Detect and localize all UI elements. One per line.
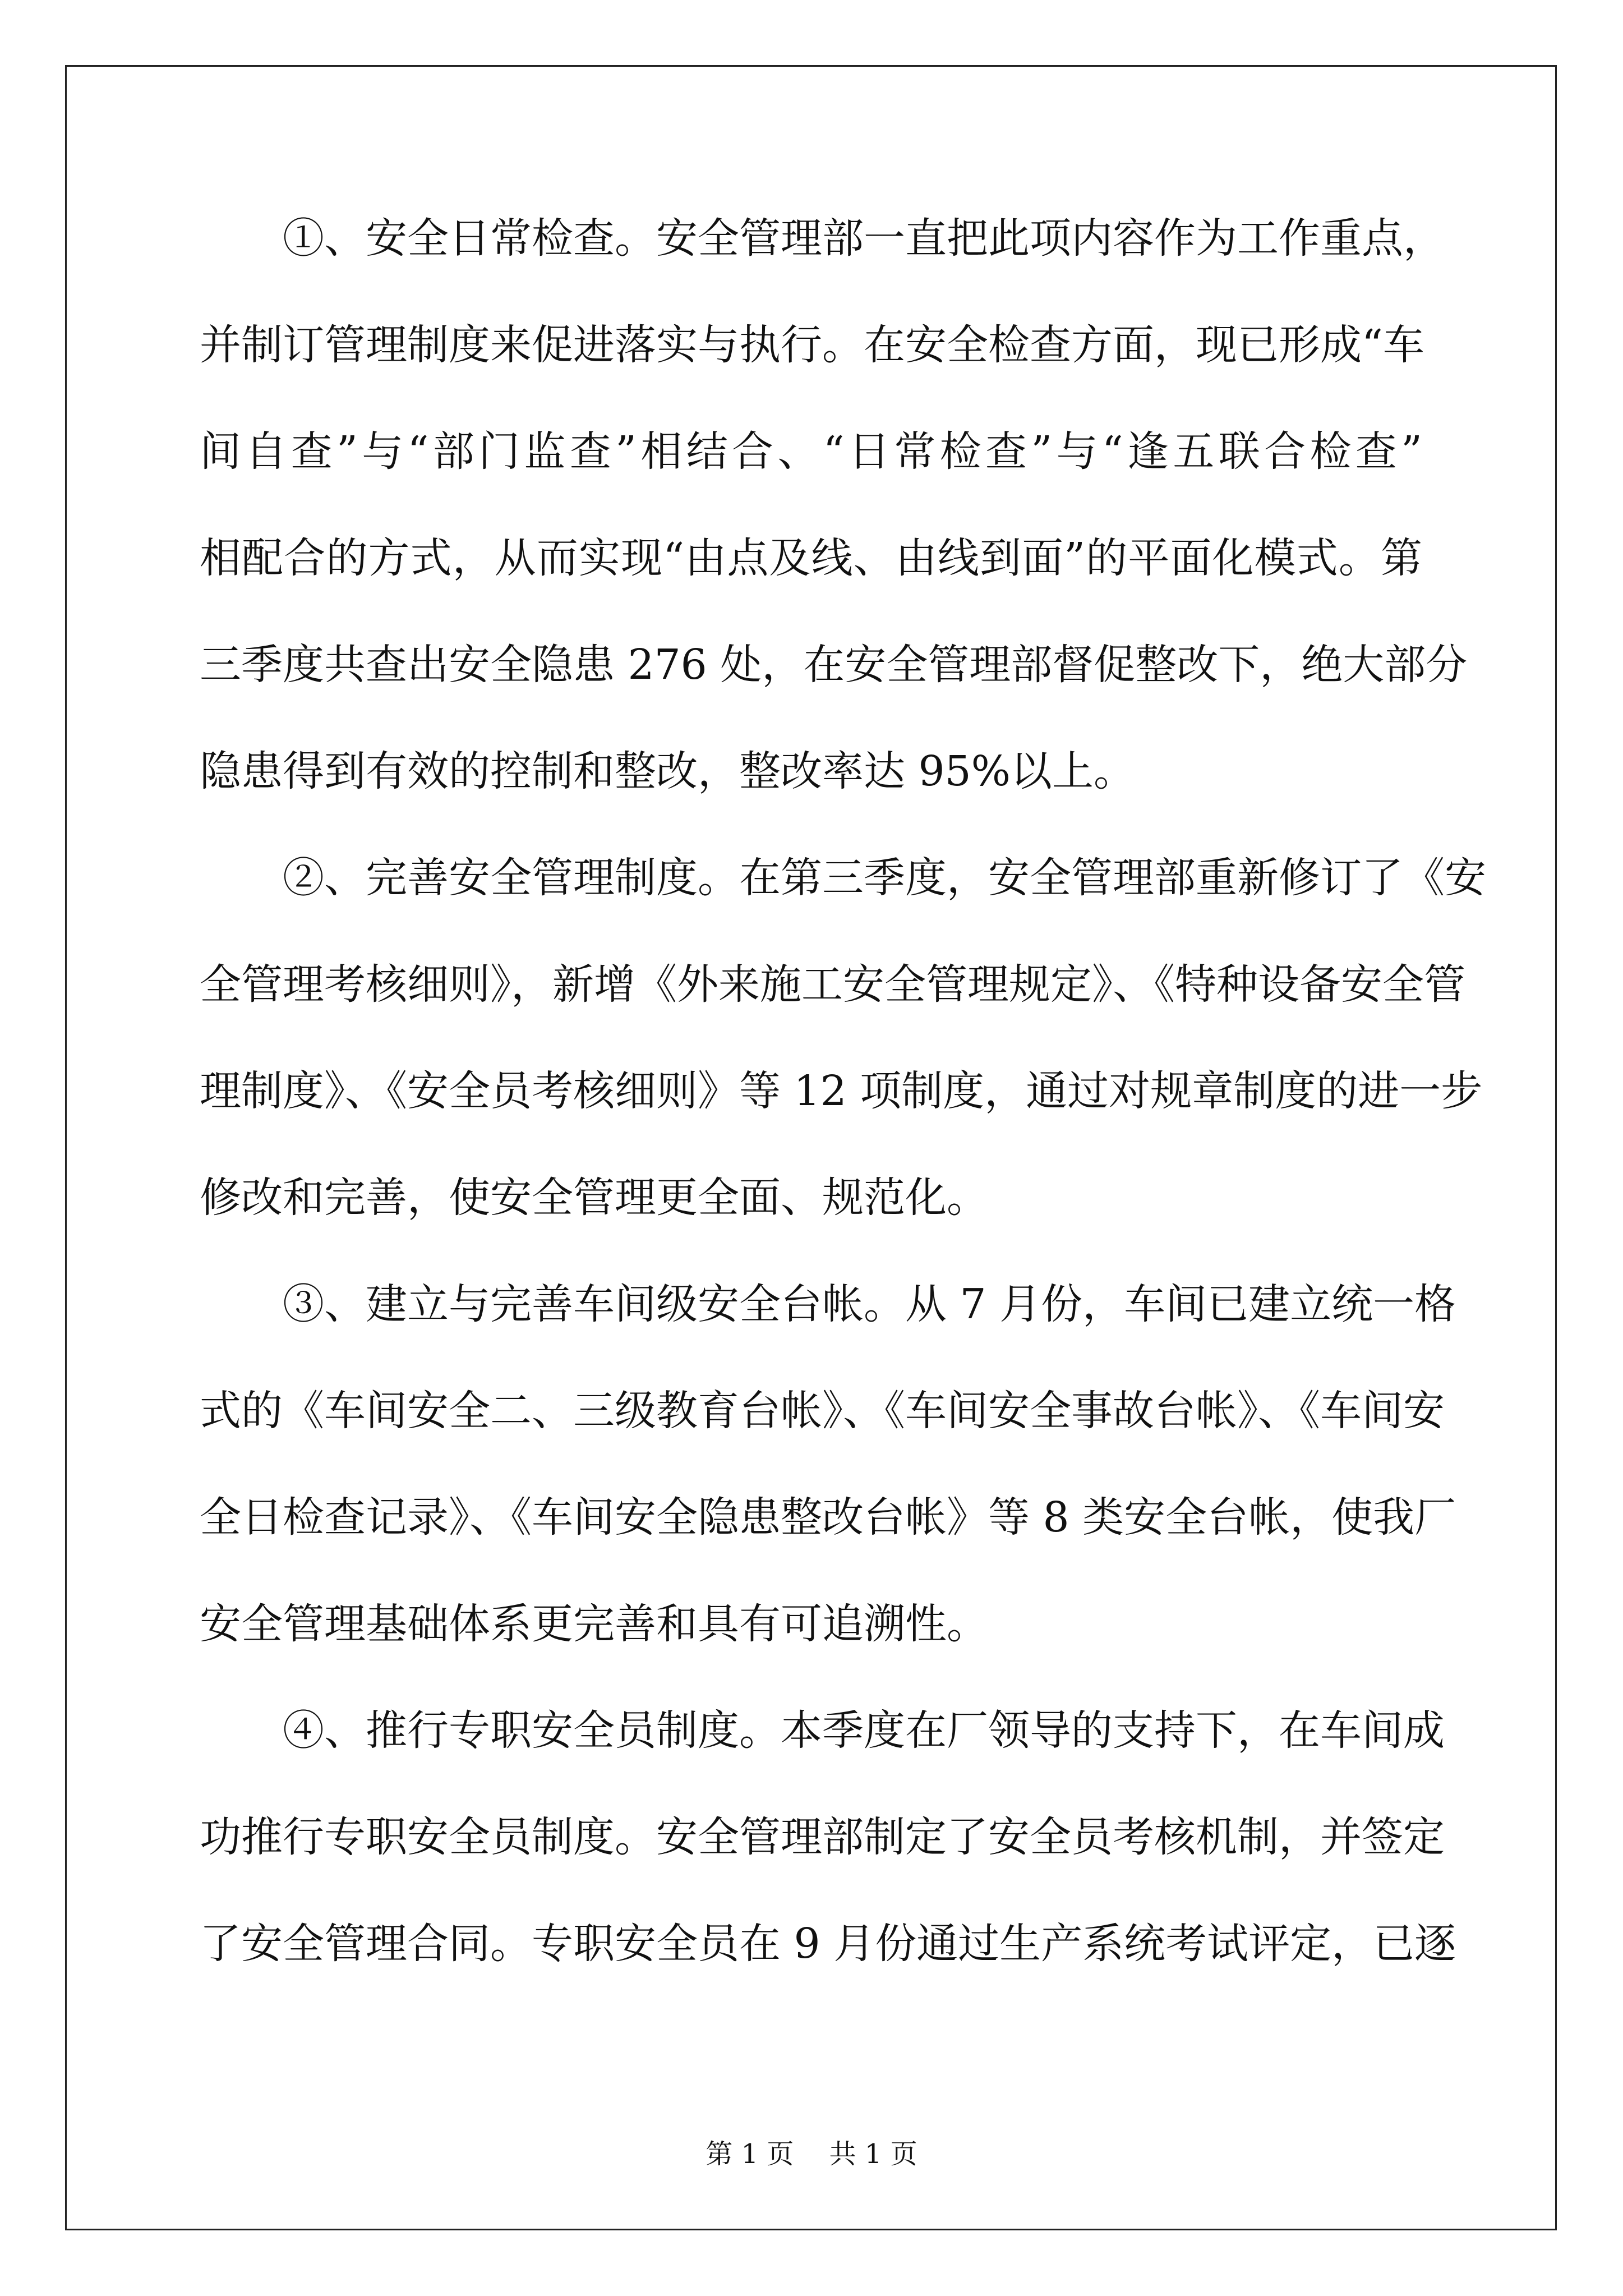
paragraph-3-line-3: 全日检查记录》、《车间安全隐患整改台帐》等 8 类安全台帐，使我厂 [200, 1493, 1456, 1542]
paragraph-1-line-1: ①、安全日常检查。安全管理部一直把此项内容作为工作重点， [200, 214, 1445, 263]
paragraph-3-line-2: 式的《车间安全二、三级教育台帐》、《车间安全事故台帐》、《车间安 [200, 1387, 1445, 1435]
paragraph-1-line-2: 并制订管理制度来促进落实与执行。在安全检查方面，现已形成“车 [200, 321, 1424, 369]
page-footer: 第 1 页 共 1 页 [706, 2138, 917, 2170]
page-border [65, 65, 1557, 2230]
paragraph-1-line-5: 三季度共查出安全隐患 276 处，在安全管理部督促整改下，绝大部分 [200, 641, 1468, 689]
paragraph-2-line-4: 修改和完善，使安全管理更全面、规范化。 [200, 1174, 988, 1222]
paragraph-3-line-4: 安全管理基础体系更完善和具有可追溯性。 [200, 1600, 988, 1648]
paragraph-4-line-2: 功推行专职安全员制度。安全管理部制定了安全员考核机制，并签定 [200, 1813, 1445, 1861]
paragraph-2-line-1: ②、完善安全管理制度。在第三季度，安全管理部重新修订了《安 [200, 854, 1486, 902]
paragraph-2-line-3: 理制度》、《安全员考核细则》等 12 项制度，通过对规章制度的进一步 [200, 1067, 1483, 1115]
paragraph-1-line-3: 间自查”与“部门监查”相结合、“日常检查”与“逢五联合检查” [200, 427, 1422, 476]
paragraph-3-line-1: ③、建立与完善车间级安全台帐。从 7 月份，车间已建立统一格 [200, 1280, 1456, 1328]
paragraph-2-line-2: 全管理考核细则》，新增《外来施工安全管理规定》、《特种设备安全管 [200, 960, 1465, 1009]
paragraph-1-line-6: 隐患得到有效的控制和整改，整改率达 95%以上。 [200, 747, 1135, 795]
paragraph-4-line-3: 了安全管理合同。专职安全员在 9 月份通过生产系统考试评定，已逐 [200, 1920, 1456, 1968]
paragraph-1-line-4: 相配合的方式，从而实现“由点及线、由线到面”的平面化模式。第 [200, 534, 1422, 582]
paragraph-4-line-1: ④、推行专职安全员制度。本季度在厂领导的支持下，在车间成 [200, 1706, 1445, 1755]
